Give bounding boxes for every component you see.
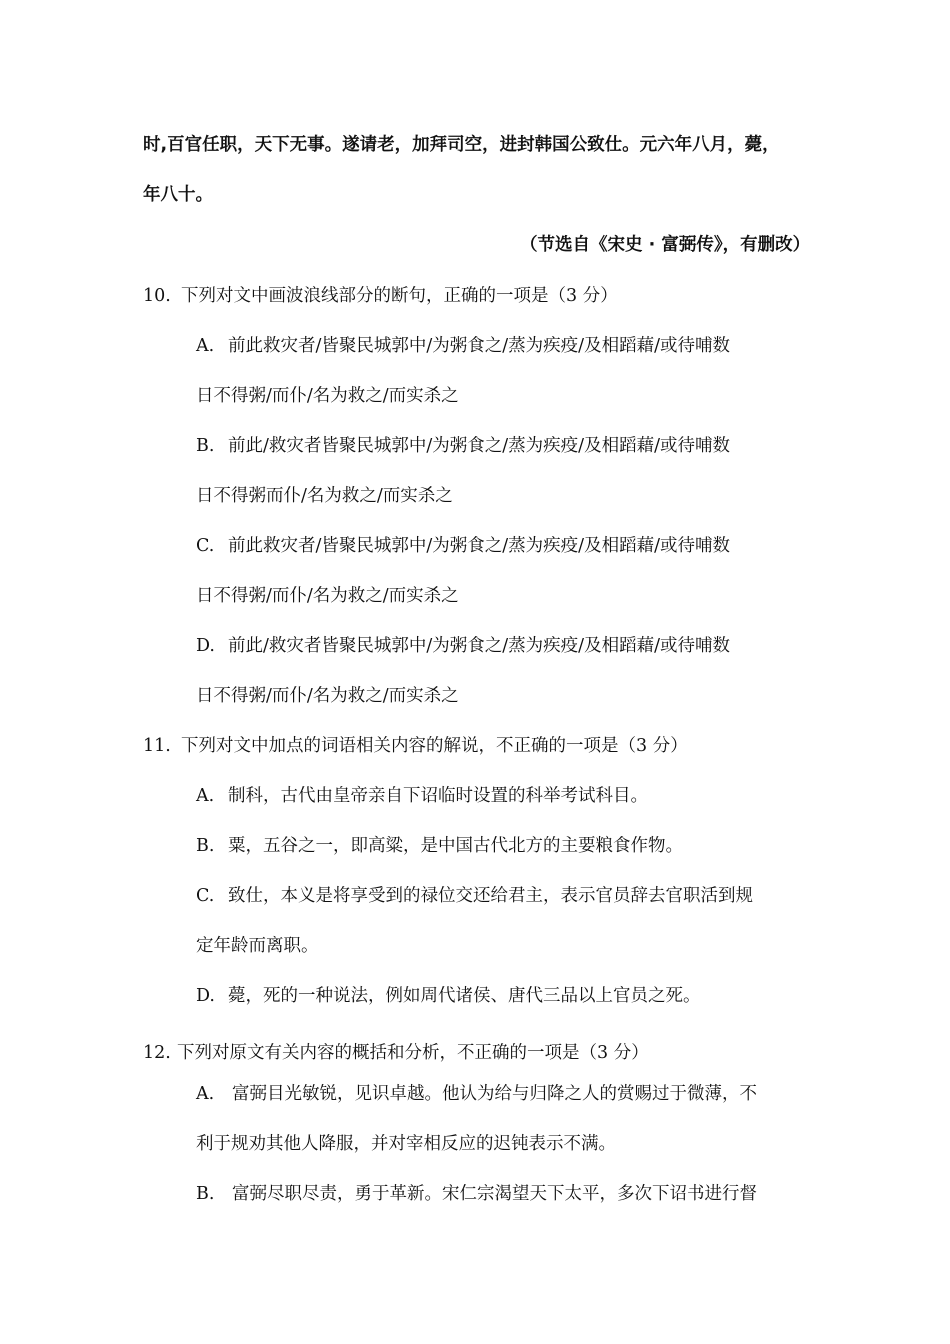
question-text: 下列对文中加点的词语相关内容的解说，不正确的一项是（3 分） (181, 736, 688, 756)
question-text: 下列对文中画波浪线部分的断句，正确的一项是（3 分） (181, 286, 618, 306)
option-line (196, 784, 648, 808)
option-text: 致仕，本义是将享受到的禄位交还给君主，表示官员辞去官职活到规 (228, 886, 753, 906)
question-stem (143, 284, 618, 308)
option-text: 薨，死的一种说法，例如周代诸侯、唐代三品以上官员之死。 (228, 986, 701, 1006)
option-line (196, 1182, 757, 1206)
option-letter: B. (196, 1184, 215, 1204)
option-continuation: 日不得粥而仆/名为救之/而实杀之 (196, 486, 453, 506)
passage-line: 时,百官任职，天下无事。遂请老，加拜司空，进封韩国公致仕。元六年八月，薨， (143, 135, 780, 155)
passage-line: 年八十。 (143, 185, 213, 205)
option-continuation: 日不得粥/而仆/名为救之/而实杀之 (196, 686, 459, 706)
option-letter: B. (196, 436, 215, 456)
question-number: 11. (143, 736, 171, 756)
option-line (196, 534, 730, 558)
option-letter: A. (196, 1084, 215, 1104)
option-text: 前此/救灾者皆聚民城郭中/为粥食之/蒸为疾疫/及相蹈藉/或待哺数 (228, 436, 730, 456)
option-text: 富弼尽职尽责，勇于革新。宋仁宗渴望天下太平，多次下诏书进行督 (232, 1184, 757, 1204)
option-letter: A. (196, 336, 215, 356)
option-text: 前此救灾者/皆聚民城郭中/为粥食之/蒸为疾疫/及相蹈藉/或待哺数 (228, 536, 730, 556)
option-line (196, 984, 701, 1008)
option-letter: A. (196, 786, 215, 806)
option-letter: D. (196, 986, 215, 1006)
option-letter: B. (196, 836, 215, 856)
passage-source: （节选自《宋史 · 富弼传》，有删改） (520, 235, 811, 255)
option-text: 制科，古代由皇帝亲自下诏临时设置的科举考试科目。 (228, 786, 648, 806)
option-text: 前此/救灾者皆聚民城郭中/为粥食之/蒸为疾疫/及相蹈藉/或待哺数 (228, 636, 730, 656)
option-continuation: 日不得粥/而仆/名为救之/而实杀之 (196, 586, 459, 606)
option-text: 前此救灾者/皆聚民城郭中/为粥食之/蒸为疾疫/及相蹈藉/或待哺数 (228, 336, 730, 356)
option-line (196, 884, 753, 908)
option-continuation: 日不得粥/而仆/名为救之/而实杀之 (196, 386, 459, 406)
question-number: 12. (143, 1043, 171, 1063)
option-line (196, 334, 730, 358)
question-number: 10. (143, 286, 171, 306)
option-text: 粟，五谷之一，即高粱，是中国古代北方的主要粮食作物。 (228, 836, 683, 856)
option-line (196, 1082, 757, 1106)
question-text: 下列对原文有关内容的概括和分析，不正确的一项是（3 分） (177, 1043, 649, 1063)
option-continuation: 定年龄而离职。 (196, 936, 319, 956)
question-stem (143, 1041, 649, 1065)
option-letter: D. (196, 636, 215, 656)
option-line (196, 834, 683, 858)
option-continuation: 利于规劝其他人降服，并对宰相反应的迟钝表示不满。 (196, 1134, 616, 1154)
option-line (196, 434, 730, 458)
question-stem (143, 734, 688, 758)
option-letter: C. (196, 536, 215, 556)
option-letter: C. (196, 886, 215, 906)
option-line (196, 634, 730, 658)
option-text: 富弼目光敏锐，见识卓越。他认为给与归降之人的赏赐过于微薄，不 (232, 1084, 757, 1104)
